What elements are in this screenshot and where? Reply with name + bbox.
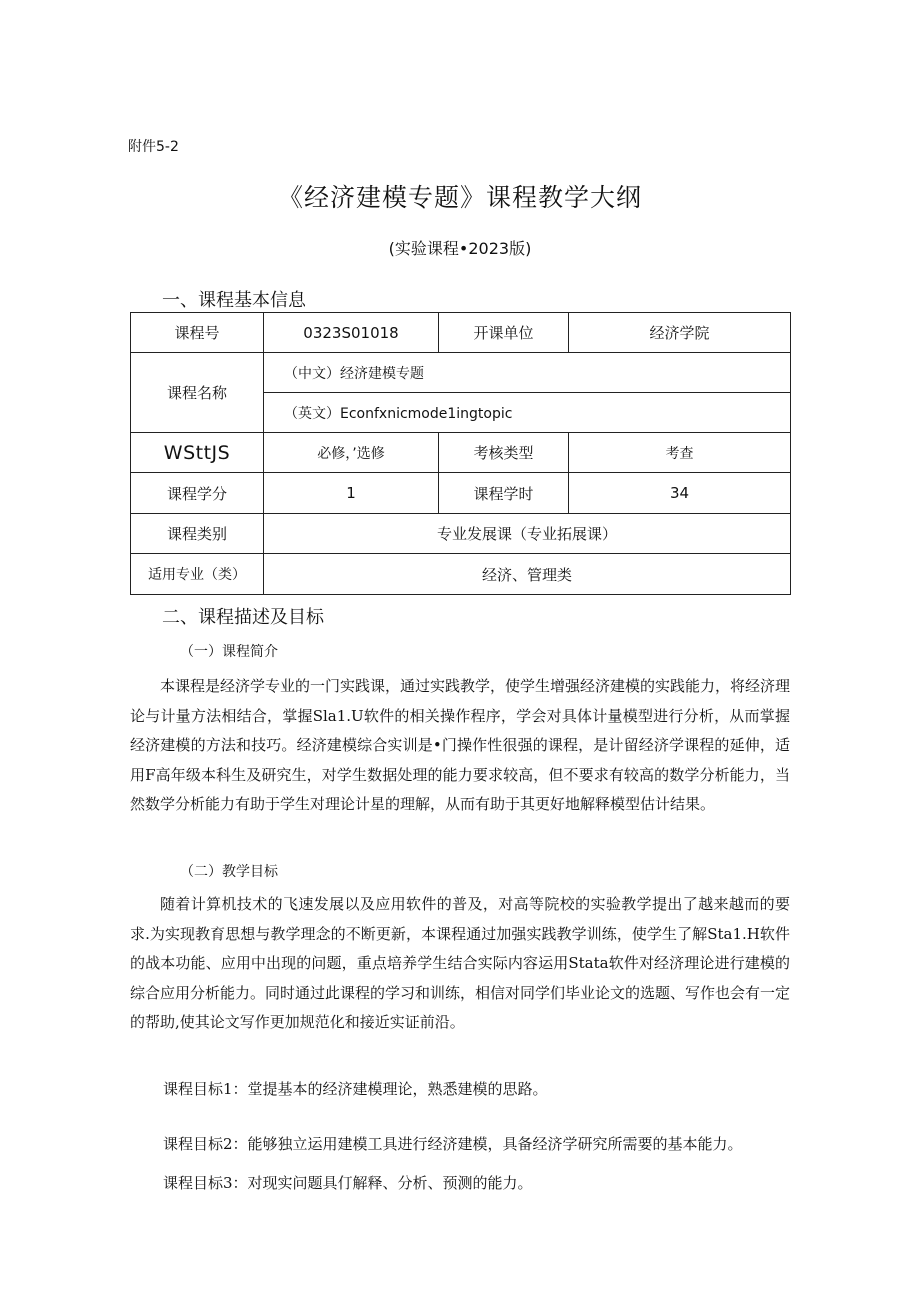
teaching-goals-paragraph — [130, 890, 790, 1038]
credit-value: 1 — [264, 473, 439, 514]
course-goal-3: 课程目标3：对现实问题具仃解释、分析、预测的能力。 — [163, 1174, 533, 1192]
course-no-value: 0323S01018 — [264, 313, 439, 353]
major-value: 经济、管理类 — [264, 554, 791, 595]
course-info-table — [130, 312, 791, 595]
table-row — [131, 353, 791, 393]
page-subtitle: (实验课程•2023版) — [388, 239, 532, 258]
paragraph-text: 随着计算机技术的飞速发展以及应用软件的普及，对高等院校的实验教学提出了越来越而的要求.为实现教育思想与教学理念的不断更新，本课程通过加强实践教学训练，使学生了解Sta1.H软件的战本功能、应用中出现的问题，重点培养学生结合实际内容运用Stata软件对经济理论进行建模的综合应用分析能力。同时通过此课程的学习和训练，相信对同学们毕业论文的选题、写作也会有一定的帮助,使其论文写作更加规范化和接近实证前沿。 — [130, 895, 791, 1032]
dept-label: 开课单位 — [439, 313, 569, 353]
paragraph-text: 本课程是经济学专业的一门实践课，通过实践教学，使学生增强经济建模的实践能力，将经济理论与计量方法相结合，掌握Sla1.U软件的相关操作程序，学会对具体计量模型进行分析，从而掌握经济建模的方法和技巧。经济建模综合实训是•门操作性很强的课程，是计留经济学课程的延伸，适用F高年级本科生及研究生，对学生数据处理的能力要求较高，但不要求有较高的数学分析能力，当然数学分析能力有助于学生对理论计星的理解，从而有助于其更好地解释模型估计结果。 — [130, 677, 791, 814]
section-heading-basic-info: 一、课程基本信息 — [162, 290, 306, 311]
subheading-course-intro: （一）课程简介 — [180, 644, 278, 660]
table-row — [131, 514, 791, 554]
table-row — [131, 473, 791, 514]
dept-value: 经济学院 — [569, 313, 791, 353]
major-label: 适用专业（类） — [131, 554, 264, 595]
course-intro-paragraph — [130, 672, 790, 820]
course-nature-value: 必修，’选修 — [264, 433, 439, 473]
course-nature-label: WSttJS — [131, 433, 264, 473]
table-row — [131, 554, 791, 595]
course-name-cn: （中文）经济建模专题 — [264, 353, 791, 393]
page-title: 《经济建模专题》课程教学大纲 — [277, 183, 642, 212]
credit-label: 课程学分 — [131, 473, 264, 514]
hours-label: 课程学时 — [439, 473, 569, 514]
course-goal-2: 课程目标2：能够独立运用建模工具进行经济建模，具备经济学研究所需要的基本能力。 — [163, 1135, 743, 1153]
exam-type-value: 考查 — [569, 433, 791, 473]
category-label: 课程类别 — [131, 514, 264, 554]
course-name-en: （英文）Econfxnicmode1ingtopic — [264, 393, 791, 433]
category-value: 专业发展课（专业拓展课） — [264, 514, 791, 554]
course-no-label: 课程号 — [131, 313, 264, 353]
table-row — [131, 433, 791, 473]
section-heading-description: 二、课程描述及目标 — [162, 607, 324, 628]
course-goal-1: 课程目标1：堂提基本的经济建模理论，熟悉建模的思路。 — [163, 1080, 548, 1098]
course-name-label: 课程名称 — [131, 353, 264, 433]
hours-value: 34 — [569, 473, 791, 514]
table-row — [131, 313, 791, 353]
attachment-label: 附件5-2 — [128, 139, 179, 155]
subheading-teaching-goals: （二）教学目标 — [180, 864, 278, 880]
exam-type-label: 考核类型 — [439, 433, 569, 473]
